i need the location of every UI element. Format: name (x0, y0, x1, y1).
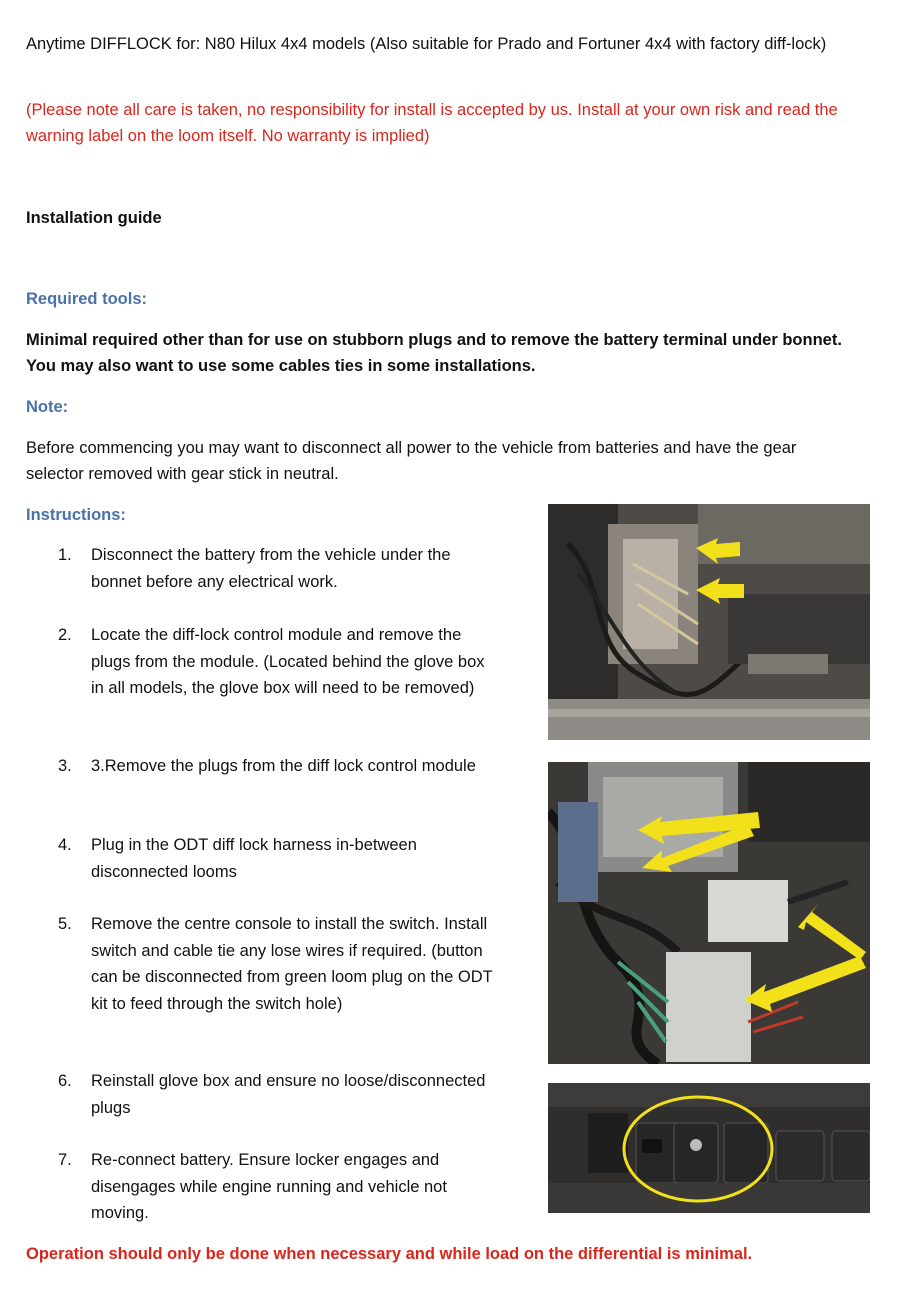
step-number: 5. (58, 915, 72, 933)
step-text: 3.Remove the plugs from the diff lock control module (91, 757, 476, 775)
photo-switch-installed (548, 1083, 870, 1213)
step-number: 1. (58, 546, 72, 564)
step-number: 7. (58, 1151, 72, 1169)
step-number: 3. (58, 757, 72, 775)
step-text: Re-connect battery. Ensure locker engages and disengages while engine running and vehicle not moving. (91, 1151, 447, 1222)
note-heading: Note: (26, 398, 69, 416)
document-title: Anytime DIFFLOCK for: N80 Hilux 4x4 models (Also suitable for Prado and Fortuner 4x4 with factory diff-lock) (26, 35, 827, 53)
step-text: Reinstall glove box and ensure no loose/disconnected plugs (91, 1072, 486, 1117)
installation-guide-heading: Installation guide (26, 209, 162, 227)
disclaimer-text: (Please note all care is taken, no responsibility for install is accepted by us. Install at your own risk and read the warning label on the loom itself. No warranty is implied) (26, 101, 838, 145)
instructions-heading: Instructions: (26, 506, 126, 524)
step-number: 4. (58, 836, 72, 854)
step-text: Disconnect the battery from the vehicle under the bonnet before any electrical work. (91, 546, 451, 591)
photo-module-location (548, 504, 870, 740)
operation-warning: Operation should only be done when necessary and while load on the differential is minimal. (26, 1245, 753, 1263)
step-number: 6. (58, 1072, 72, 1090)
required-tools-text: Minimal required other than for use on stubborn plugs and to remove the battery terminal under bonnet. You may also want to use some cables ties in some installations. (26, 331, 842, 375)
step-text: Locate the diff-lock control module and remove the plugs from the module. (Located behind the glove box in all models, the glove box will need to be removed) (91, 626, 485, 697)
photo-harness-installed (548, 762, 870, 1064)
note-text: Before commencing you may want to disconnect all power to the vehicle from batteries and have the gear selector removed with gear stick in neutral. (26, 439, 797, 483)
step-text: Remove the centre console to install the switch. Install switch and cable tie any lose wires if required. (button can be disconnected from green loom plug on the ODT kit to feed through the switch hole) (91, 915, 493, 1013)
required-tools-heading: Required tools: (26, 290, 148, 308)
step-text: Plug in the ODT diff lock harness in-between disconnected looms (91, 836, 417, 881)
step-number: 2. (58, 626, 72, 644)
